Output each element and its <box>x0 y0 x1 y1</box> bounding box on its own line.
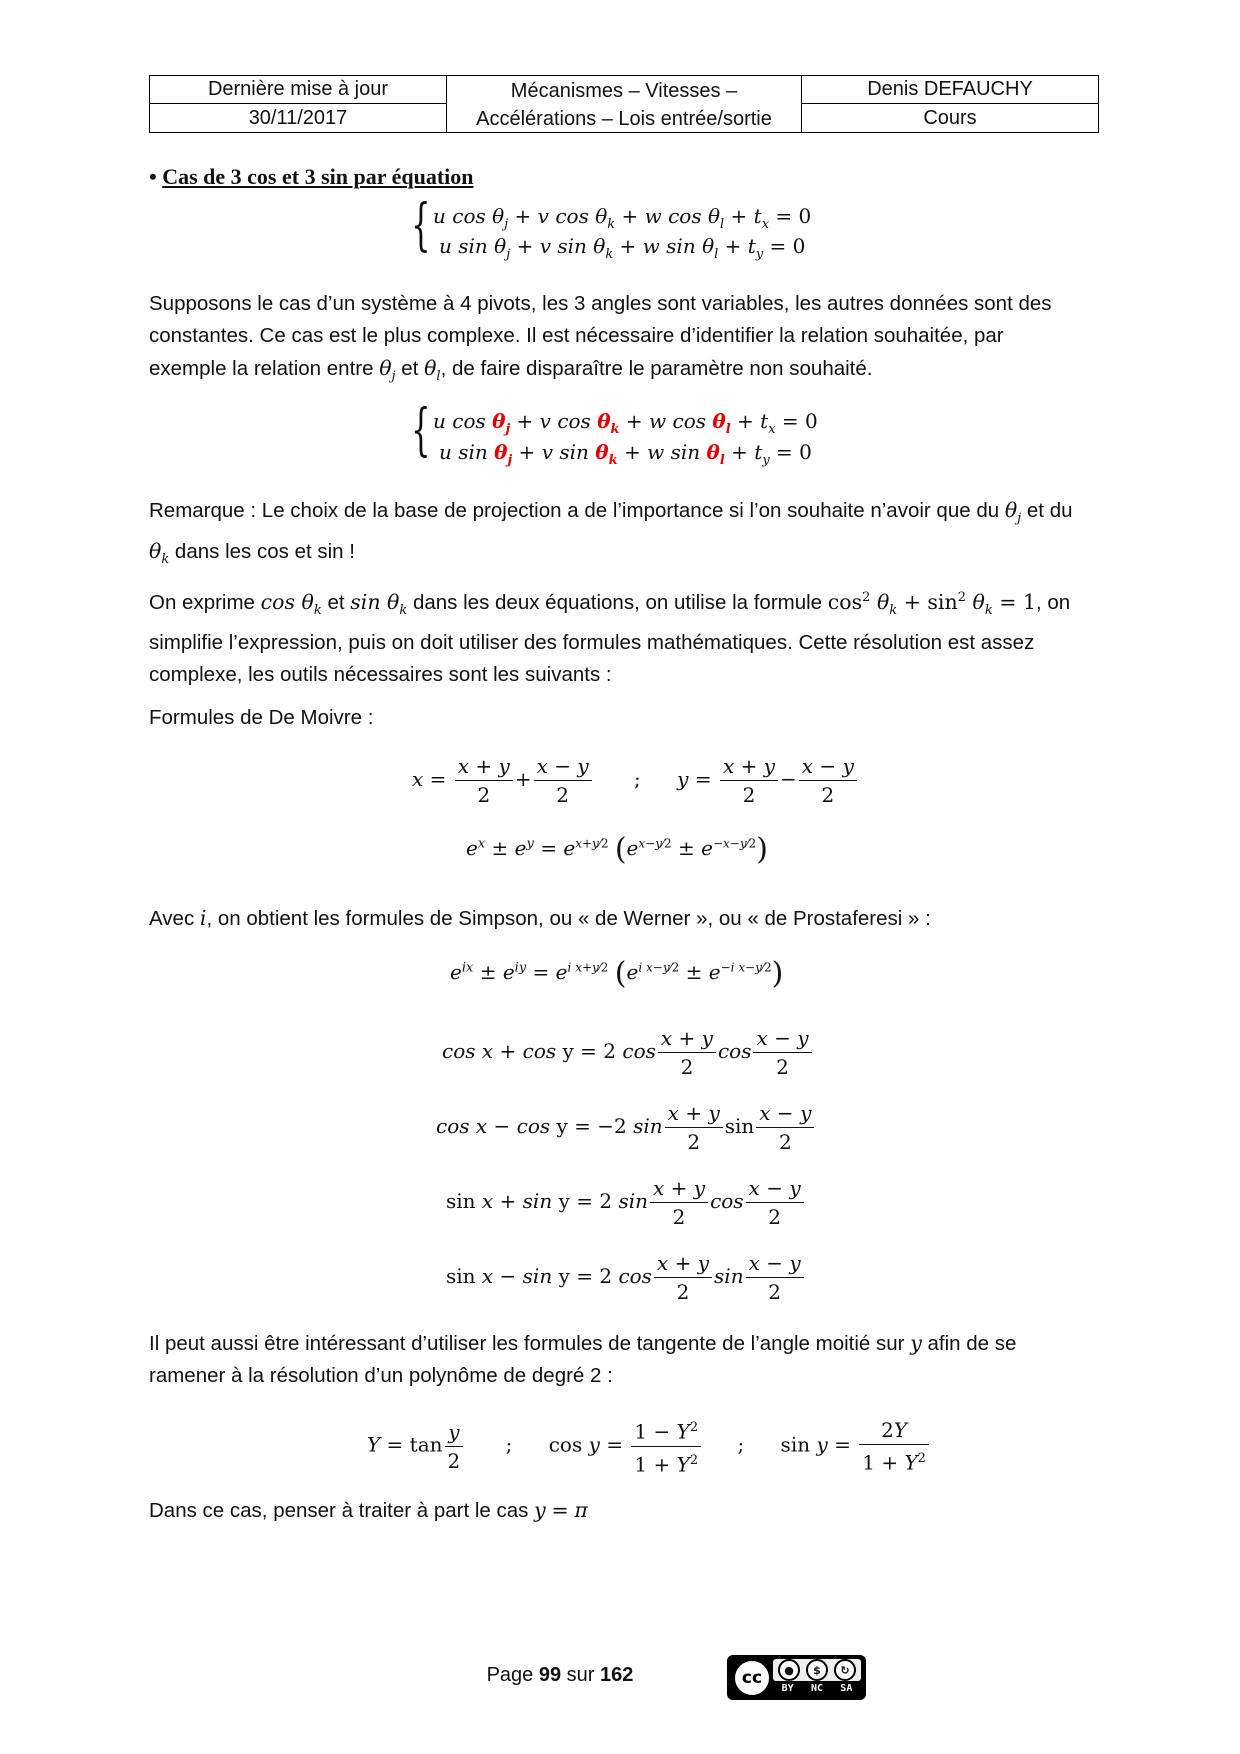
paragraph-5: Avec i, on obtient les formules de Simpson, ou « de Werner », ou « de Prostaferesi » : <box>149 906 931 930</box>
eq-de-moivre-2: $e^x \pm e^y = e^{x+y⁄2}$ $(e^{x-y⁄2} \pm e^{-x-y⁄2})$ <box>466 832 768 867</box>
p1-line-c: exemple la relation entre $\theta_j$ et $\theta_l$, de faire disparaître le paramètre non souhaité. <box>149 356 873 385</box>
p3-line-a: On exprime $\cos \theta_k$ et $\sin \theta_k$ dans les deux équations, on utilise la formule $\cos^2 \theta_k + \sin^2 \theta_k = 1$, on <box>149 589 1071 618</box>
eq-sin-minus-sin: sin x − sin y = 2 cos $\frac{x + y}{2}$ sin $\frac{x - y}{2}$ <box>446 1249 806 1306</box>
paragraph-7: Dans ce cas, penser à traiter à part le cas y = π <box>149 1498 588 1522</box>
sa-share-icon: ↻ <box>834 1659 856 1681</box>
p3-line-c: complexe, les outils nécessaires sont les suivants : <box>149 662 612 686</box>
eq-system1-line2: u $\sin \theta_j + v$ $\sin \theta_k + w$ $\sin \theta_l + t_y = 0$ <box>439 234 806 262</box>
eq-sin-plus-sin: sin x + sin y = 2 sin $\frac{x + y}{2}$ cos $\frac{x - y}{2}$ <box>446 1174 806 1231</box>
nc-dollar-icon: $ <box>806 1659 828 1681</box>
update-date: 30/11/2017 <box>150 104 447 132</box>
page-number: 99 <box>538 1664 562 1686</box>
p2-line-a: Remarque : Le choix de la base de projection a de l’importance si l’on souhaite n’avoir que du $\theta_j$ et du <box>149 498 1073 527</box>
p3a-and: et <box>321 590 351 614</box>
paragraph-6 <box>149 1327 1099 1392</box>
p6-line-b: ramener à la résolution d’un polynôme de degré 2 : <box>149 1364 613 1387</box>
subject-line-1: Mécanismes – Vitesses – <box>510 79 738 102</box>
by-person-icon: ● <box>778 1659 800 1681</box>
paragraph-2 <box>149 494 1099 576</box>
p6a-start: Il peut aussi être intéressant d’utiliser les formules de tangente de l’angle moitié sur <box>149 1332 911 1355</box>
subject-cell <box>447 76 802 132</box>
p1-line-a: Supposons le cas d’un système à 4 pivots, les 3 angles sont variables, les autres données sont des <box>149 292 1052 315</box>
eq-system2-line1: u $\cos \theta_j + v$ $\cos \theta_k + w$ $\cos \theta_l + t_x = 0$ <box>433 409 818 437</box>
last-update-label: Dernière mise à jour <box>150 76 447 104</box>
license-icons <box>773 1659 861 1681</box>
p1c-end: , de faire disparaître le paramètre non souhaité. <box>440 357 873 380</box>
eq-tangent-half-angle: Y = tan $\frac{y}{2}$ ; cos y = $\frac{1 - Y^2}{1 + Y^2}$ ; sin y = $\frac{2Y}{1 + Y^2}$ <box>367 1414 931 1478</box>
p7-start: Dans ce cas, penser à traiter à part le cas <box>149 1499 535 1522</box>
bullet: • <box>149 164 157 189</box>
p5-start: Avec <box>149 907 200 930</box>
license-labels <box>773 1683 861 1694</box>
license-by: BY <box>781 1683 794 1694</box>
p3-line-b: simplifie l’expression, puis on doit utiliser des formules mathématiques. Cette résolution est assez <box>149 630 1035 654</box>
section-title <box>149 161 1099 193</box>
page-label: Page <box>486 1664 534 1686</box>
license-sa: SA <box>840 1683 853 1694</box>
p2b-end: dans les cos et sin ! <box>169 540 355 564</box>
p1-line-b: constantes. Ce cas est le plus complexe. Il est nécessaire d’identifier la relation souhaitée, par <box>149 324 1004 347</box>
p1c-and: et <box>395 357 425 380</box>
eq-cos-minus-cos: cos x − cos y = −2 sin $\frac{x + y}{2}$ sin $\frac{x - y}{2}$ <box>436 1099 816 1156</box>
page-footer <box>0 1664 1240 1687</box>
paragraph-4: Formules de De Moivre : <box>149 706 374 729</box>
eq-system2-line2: u $\sin \theta_j + v$ $\sin \theta_k + w$ $\sin \theta_l + t_y = 0$ <box>439 440 812 468</box>
of-label: sur <box>566 1664 595 1686</box>
header-table <box>149 75 1099 133</box>
author: Denis DEFAUCHY <box>802 76 1098 104</box>
p1c-start: exemple la relation entre <box>149 357 380 380</box>
p3a-end: , on <box>1036 590 1071 614</box>
p6-line-a: Il peut aussi être intéressant d’utiliser les formules de tangente de l’angle moitié sur y afin de se <box>149 1331 1017 1355</box>
system-brace: { <box>411 193 431 258</box>
eq-system1-line1: u $\cos \theta_j + v$ $\cos \theta_k + w$ $\cos \theta_l + t_x = 0$ <box>433 204 812 232</box>
p6a-end: afin de se <box>921 1332 1017 1355</box>
total-pages: 162 <box>600 1664 634 1686</box>
p2a-end: et du <box>1021 499 1073 522</box>
subject-line-2: Accélérations – Lois entrée/sortie <box>476 107 772 130</box>
cc-icon: cc <box>733 1659 771 1697</box>
eq-de-moivre-1: x = $\frac{x + y}{2}$ + $\frac{x - y}{2}$ ; y = $\frac{x + y}{2}$ − $\frac{x - y}{2}$ <box>412 752 859 809</box>
cc-license-badge <box>727 1655 866 1700</box>
p2a-start: Remarque : Le choix de la base de projection a de l’importance si l’on souhaite n’avoir que du <box>149 499 1005 522</box>
eq-simpson-exp: $e^{ix} \pm e^{iy} = e^{i x+y⁄2}$ $(e^{i x-y⁄2} \pm e^{-i x-y⁄2})$ <box>450 956 784 991</box>
doc-type: Cours <box>923 106 977 129</box>
p3a-mid: dans les deux équations, on utilise la formule <box>407 590 828 614</box>
p5-end: , on obtient les formules de Simpson, ou « de Werner », ou « de Prostaferesi » : <box>206 907 931 930</box>
system-brace: { <box>411 398 431 463</box>
paragraph-3 <box>149 582 1099 691</box>
section-title-text: Cas de 3 cos et 3 sin par équation <box>162 164 474 189</box>
p3a-start: On exprime <box>149 590 261 614</box>
eq-cos-plus-cos: cos x + cos y = 2 cos $\frac{x + y}{2}$ cos $\frac{x - y}{2}$ <box>442 1024 814 1081</box>
license-nc: NC <box>810 1683 824 1694</box>
paragraph-1 <box>149 288 1099 393</box>
p2-line-b: $\theta_k$ dans les cos et sin ! <box>149 539 355 568</box>
